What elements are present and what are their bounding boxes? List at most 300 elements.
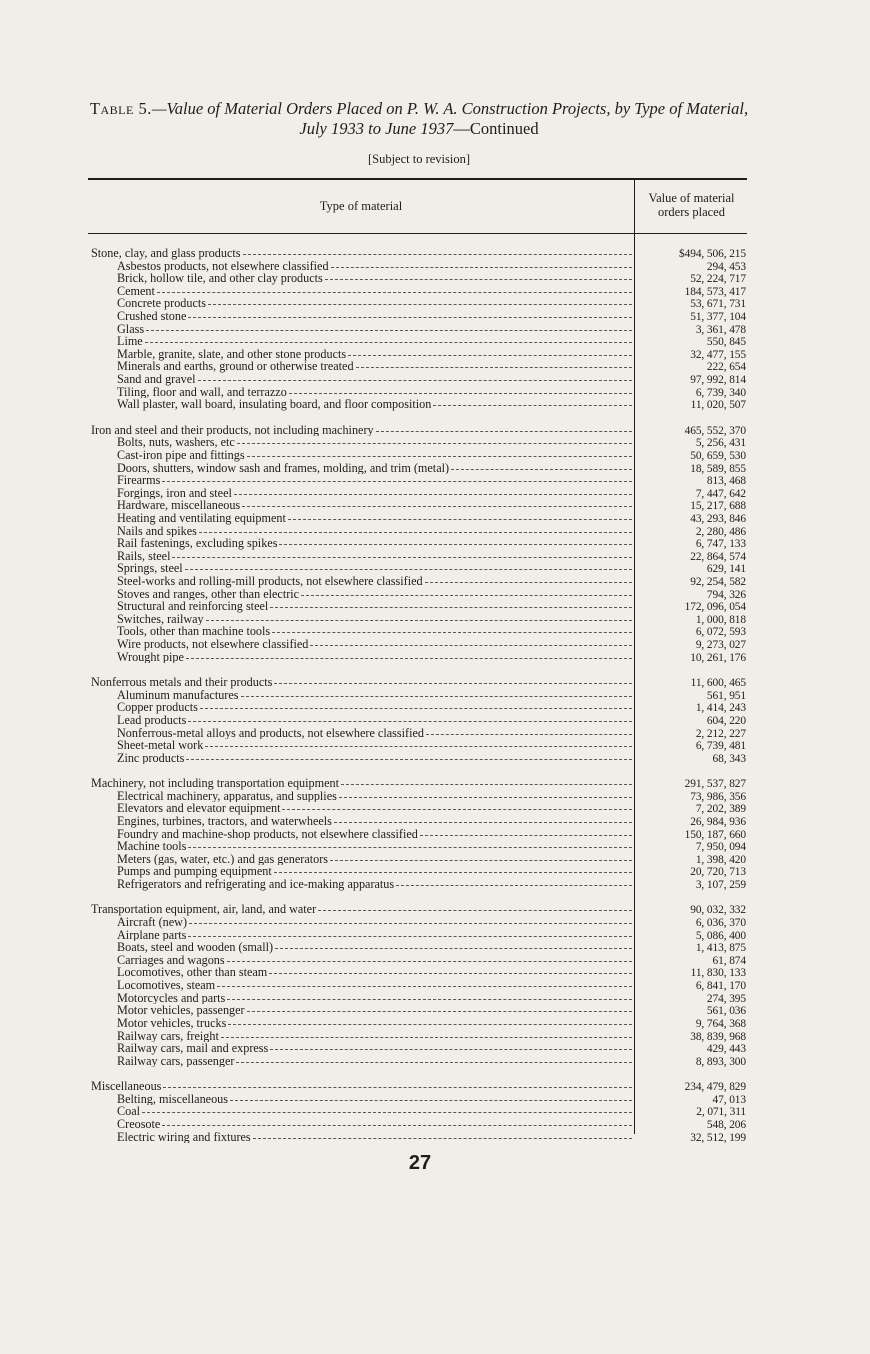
dot-leader: [282, 809, 632, 810]
row-label-text: Glass: [117, 322, 145, 336]
row-label: [91, 550, 632, 563]
row-label: [91, 701, 632, 714]
title-dash-continued: —: [453, 119, 470, 138]
row-label: [91, 512, 632, 525]
dot-leader: [330, 860, 632, 861]
item-row: [91, 815, 747, 828]
item-row: [91, 802, 747, 815]
dot-leader: [208, 304, 632, 305]
row-value: 47, 013: [712, 1093, 746, 1106]
row-value: 465, 552, 370: [684, 424, 746, 437]
item-row: [91, 727, 747, 740]
item-row: [91, 714, 747, 727]
row-value: 5, 256, 431: [695, 437, 746, 450]
row-label-text: Doors, shutters, window sash and frames, molding, and trim (metal): [117, 461, 450, 475]
dot-leader: [241, 696, 632, 697]
item-row: [91, 550, 747, 563]
row-label-text: Tiling, floor and wall, and terrazzo: [117, 385, 287, 399]
row-value: 1, 398, 420: [695, 853, 746, 866]
category-row: [91, 1080, 747, 1093]
item-row: [91, 651, 747, 664]
row-label: [91, 815, 632, 828]
row-label-text: Stoves and ranges, other than electric: [117, 587, 300, 601]
row-label: [91, 1042, 632, 1055]
row-value: 51, 377, 104: [690, 311, 746, 324]
row-value: 32, 477, 155: [690, 348, 746, 361]
item-row: [91, 790, 747, 803]
item-row: [91, 739, 747, 752]
dot-leader: [162, 1125, 632, 1126]
row-label-text: Belting, miscellaneous: [117, 1092, 229, 1106]
row-label: [91, 613, 632, 626]
row-value: 794, 326: [706, 588, 746, 601]
category-row: [91, 903, 747, 916]
row-label-text: Railway cars, mail and express: [117, 1042, 269, 1055]
row-value: 294, 453: [706, 260, 746, 273]
row-label: [91, 348, 632, 361]
dot-leader: [269, 973, 632, 974]
dot-leader: [146, 330, 632, 331]
item-row: [91, 1131, 747, 1144]
dot-leader: [275, 948, 632, 949]
row-label: [91, 714, 632, 727]
row-label: [91, 941, 632, 954]
row-value: 10, 261, 176: [690, 651, 746, 664]
dot-leader: [247, 456, 632, 457]
dot-leader: [356, 367, 632, 368]
item-row: [91, 689, 747, 702]
row-label-text: Refrigerators and refrigerating and ice-making apparatus: [117, 878, 395, 891]
row-label-text: Iron and steel and their products, not including machinery: [91, 423, 374, 437]
row-label: [91, 1055, 632, 1068]
row-label: [91, 651, 632, 664]
row-label: [91, 499, 632, 512]
category-row: [91, 424, 747, 437]
row-label: [91, 727, 632, 740]
row-value: 2, 280, 486: [695, 525, 746, 538]
dot-leader: [270, 607, 632, 608]
dot-leader: [279, 544, 632, 545]
row-value: 97, 992, 814: [690, 374, 746, 387]
row-label-text: Rails, steel: [117, 549, 171, 563]
row-label-text: Marble, granite, slate, and other stone products: [117, 347, 347, 361]
dot-leader: [189, 923, 632, 924]
row-label-text: Aircraft (new): [117, 916, 188, 929]
row-value: 5, 086, 400: [695, 929, 746, 942]
row-value: 26, 984, 936: [690, 815, 746, 828]
row-value: 1, 000, 818: [695, 613, 746, 626]
category-group: [91, 903, 747, 1067]
row-label-text: Cement: [117, 284, 155, 298]
row-label-text: Wire products, not elsewhere classified: [117, 638, 309, 651]
dot-leader: [162, 481, 632, 482]
row-label-text: Airplane parts: [117, 928, 187, 942]
dot-leader: [188, 317, 632, 318]
row-label-text: Nonferrous-metal alloys and products, not elsewhere classified: [117, 726, 424, 740]
row-label-text: Nonferrous metals and their products: [91, 676, 273, 689]
row-value: 7, 447, 642: [695, 487, 746, 500]
row-label-text: Aluminum manufactures: [117, 688, 239, 702]
row-label-text: Creosote: [117, 1117, 161, 1131]
row-label: [91, 966, 632, 979]
row-label-text: Nails and spikes: [117, 524, 197, 538]
item-row: [91, 979, 747, 992]
item-row: [91, 272, 747, 285]
item-row: [91, 310, 747, 323]
row-label-text: Coal: [117, 1105, 141, 1118]
row-value: 6, 739, 481: [695, 740, 746, 753]
row-label: [91, 588, 632, 601]
row-label: [91, 575, 632, 588]
dot-leader: [188, 847, 632, 848]
dot-leader: [325, 279, 632, 280]
row-label-text: Carriages and wagons: [117, 953, 225, 967]
category-group: [91, 424, 747, 664]
dot-leader: [237, 443, 632, 444]
row-value: 1, 414, 243: [695, 702, 746, 715]
dot-leader: [420, 835, 632, 836]
row-label: [91, 916, 632, 929]
dot-leader: [433, 405, 632, 406]
row-label-text: Transportation equipment, air, land, and water: [91, 903, 317, 917]
item-row: [91, 348, 747, 361]
row-label: [91, 828, 632, 841]
dot-leader: [425, 582, 632, 583]
row-value: 6, 072, 593: [695, 626, 746, 639]
row-label-text: Tools, other than machine tools: [117, 625, 271, 639]
dot-leader: [185, 569, 632, 570]
row-label: [91, 878, 632, 891]
row-label-text: Wrought pipe: [117, 650, 184, 664]
table-title-text: Value of Material Orders Placed on P. W. A. Construction Projects, by Type of Material, July 1933 to June 1937: [166, 99, 749, 138]
row-label-text: Cast-iron pipe and fittings: [117, 448, 245, 462]
row-label: [91, 802, 632, 815]
dot-leader: [205, 746, 632, 747]
row-label-text: Zinc products: [117, 751, 185, 765]
row-label-text: Electric wiring and fixtures: [117, 1130, 251, 1144]
item-row: [91, 525, 747, 538]
row-label: [91, 1080, 632, 1093]
item-row: [91, 285, 747, 298]
dot-leader: [230, 1100, 632, 1101]
row-label: [91, 1131, 632, 1144]
row-label: [91, 386, 632, 399]
row-value: 629, 141: [706, 563, 746, 576]
row-label-text: Forgings, iron and steel: [117, 486, 232, 500]
row-label: [91, 474, 632, 487]
item-row: [91, 613, 747, 626]
item-row: [91, 840, 747, 853]
row-label: [91, 436, 632, 449]
item-row: [91, 1004, 747, 1017]
row-label: [91, 487, 632, 500]
row-value: 53, 671, 731: [690, 298, 746, 311]
table-body: [91, 247, 747, 1156]
row-label-text: Switches, railway: [117, 612, 204, 626]
row-label-text: Lime: [117, 335, 143, 348]
row-label: [91, 285, 632, 298]
column-header-type: Type of material: [319, 199, 403, 213]
row-label: [91, 1017, 632, 1030]
dot-leader: [247, 1011, 632, 1012]
row-value: 274, 395: [706, 992, 746, 1005]
dot-leader: [310, 645, 632, 646]
item-row: [91, 436, 747, 449]
title-continued: Continued: [469, 119, 539, 138]
item-row: [91, 1105, 747, 1118]
row-label-text: Meters (gas, water, etc.) and gas generators: [117, 852, 329, 866]
row-value: 561, 036: [706, 1005, 746, 1018]
row-value: 20, 720, 713: [690, 866, 746, 879]
row-value: 3, 361, 478: [695, 323, 746, 336]
item-row: [91, 462, 747, 475]
row-label-text: Wall plaster, wall board, insulating board, and floor composition: [117, 398, 432, 411]
dot-leader: [318, 910, 632, 911]
row-label: [91, 449, 632, 462]
row-value: 9, 764, 368: [695, 1017, 746, 1030]
row-label: [91, 297, 632, 310]
row-label: [91, 929, 632, 942]
item-row: [91, 373, 747, 386]
item-row: [91, 701, 747, 714]
row-label: [91, 360, 632, 373]
row-value: 22, 864, 574: [690, 550, 746, 563]
row-label-text: Firearms: [117, 474, 161, 487]
row-value: 150, 187, 660: [684, 828, 746, 841]
row-label-text: Machinery, not including transportation equipment: [91, 777, 339, 790]
row-label-text: Foundry and machine-shop products, not elsewhere classified: [117, 827, 418, 841]
dot-leader: [188, 936, 632, 937]
row-value: 234, 479, 829: [684, 1081, 746, 1094]
category-row: [91, 676, 747, 689]
row-label: [91, 1004, 632, 1017]
item-row: [91, 335, 747, 348]
row-label-text: Elevators and elevator equipment: [117, 802, 281, 815]
dot-leader: [157, 292, 632, 293]
dot-leader: [270, 1049, 632, 1050]
category-row: [91, 247, 747, 260]
row-value: 68, 343: [712, 752, 746, 765]
row-value: 172, 096, 054: [684, 601, 746, 614]
dot-leader: [227, 961, 632, 962]
dot-leader: [198, 380, 632, 381]
dot-leader: [348, 355, 632, 356]
category-group: [91, 247, 747, 411]
dot-leader: [339, 797, 632, 798]
row-label-text: Motor vehicles, passenger: [117, 1004, 245, 1017]
item-row: [91, 992, 747, 1005]
dot-leader: [236, 1062, 632, 1063]
row-label: [91, 462, 632, 475]
row-label: [91, 865, 632, 878]
item-row: [91, 575, 747, 588]
table-subtitle: [Subject to revision]: [367, 152, 471, 166]
item-row: [91, 853, 747, 866]
row-label: [91, 1093, 632, 1106]
row-value: 6, 747, 133: [695, 538, 746, 551]
row-value: 1, 413, 875: [695, 942, 746, 955]
dot-leader: [221, 1037, 632, 1038]
row-label: [91, 260, 632, 273]
dot-leader: [331, 267, 632, 268]
row-value: 7, 202, 389: [695, 803, 746, 816]
row-value: 9, 273, 027: [695, 639, 746, 652]
row-value: 11, 600, 465: [690, 677, 746, 690]
dot-leader: [289, 393, 632, 394]
item-row: [91, 1017, 747, 1030]
row-label: [91, 247, 632, 260]
row-value: 50, 659, 530: [690, 449, 746, 462]
row-label: [91, 310, 632, 323]
row-value: 61, 874: [712, 954, 746, 967]
dot-leader: [172, 557, 632, 558]
row-label: [91, 537, 632, 550]
dot-leader: [376, 431, 632, 432]
dot-leader: [274, 683, 632, 684]
row-value: 38, 839, 968: [690, 1030, 746, 1043]
row-label: [91, 1105, 632, 1118]
row-label-text: Stone, clay, and glass products: [91, 247, 241, 260]
row-label-text: Brick, hollow tile, and other clay products: [117, 272, 323, 285]
dot-leader: [217, 986, 632, 987]
item-row: [91, 474, 747, 487]
row-value: 52, 224, 717: [690, 273, 746, 286]
dot-leader: [228, 1024, 632, 1025]
dot-leader: [145, 342, 632, 343]
row-label-text: Electrical machinery, apparatus, and supplies: [117, 789, 337, 803]
dot-leader: [426, 734, 632, 735]
row-label-text: Pumps and pumping equipment: [117, 865, 272, 879]
item-row: [91, 562, 747, 575]
row-value: 548, 206: [706, 1118, 746, 1131]
dot-leader: [234, 494, 632, 495]
row-value: 291, 537, 827: [684, 778, 746, 791]
category-group: [91, 777, 747, 890]
row-value: 15, 217, 688: [690, 500, 746, 513]
item-row: [91, 752, 747, 765]
dot-leader: [451, 469, 632, 470]
row-value: 604, 220: [706, 714, 746, 727]
row-label: [91, 790, 632, 803]
item-row: [91, 916, 747, 929]
row-label: [91, 335, 632, 348]
item-row: [91, 537, 747, 550]
dot-leader: [186, 759, 632, 760]
row-label-text: Hardware, miscellaneous: [117, 499, 241, 512]
row-label-text: Steel-works and rolling-mill products, not elsewhere classified: [117, 575, 423, 588]
item-row: [91, 260, 747, 273]
item-row: [91, 323, 747, 336]
row-label: [91, 1118, 632, 1131]
row-value: 813, 468: [706, 475, 746, 488]
row-value: $494, 506, 215: [679, 248, 746, 260]
row-value: 429, 443: [706, 1043, 746, 1056]
table-label: Table 5.: [89, 99, 152, 118]
category-group: [91, 676, 747, 764]
row-value: 18, 589, 855: [690, 462, 746, 475]
title-dash: —: [151, 99, 167, 118]
item-row: [91, 449, 747, 462]
dot-leader: [227, 999, 632, 1000]
dot-leader: [186, 658, 632, 659]
row-value: 43, 293, 846: [690, 512, 746, 525]
dot-leader: [334, 822, 632, 823]
column-header-value: Value of material orders placed: [648, 191, 735, 219]
dot-leader: [274, 872, 632, 873]
dot-leader: [341, 784, 632, 785]
row-value: 184, 573, 417: [684, 285, 746, 298]
row-label: [91, 954, 632, 967]
row-value: 550, 845: [706, 336, 746, 349]
row-value: 2, 071, 311: [696, 1106, 746, 1119]
row-value: 73, 986, 356: [690, 790, 746, 803]
dot-leader: [253, 1138, 632, 1139]
item-row: [91, 828, 747, 841]
row-label: [91, 752, 632, 765]
row-label-text: Asbestos products, not elsewhere classified: [117, 259, 329, 273]
item-row: [91, 638, 747, 651]
item-row: [91, 966, 747, 979]
row-value: 2, 212, 227: [695, 727, 746, 740]
table-top-rule: [88, 178, 747, 180]
dot-leader: [200, 708, 632, 709]
item-row: [91, 487, 747, 500]
row-label-text: Bolts, nuts, washers, etc: [117, 436, 235, 449]
row-value: 6, 841, 170: [695, 980, 746, 993]
row-value: 32, 512, 199: [690, 1131, 746, 1144]
row-value: 8, 893, 300: [695, 1055, 746, 1068]
item-row: [91, 941, 747, 954]
row-label: [91, 525, 632, 538]
row-value: 222, 654: [706, 361, 746, 374]
row-label-text: Crushed stone: [117, 310, 187, 323]
row-label: [91, 676, 632, 689]
item-row: [91, 297, 747, 310]
row-label-text: Motor vehicles, trucks: [117, 1016, 227, 1030]
row-label: [91, 373, 632, 386]
row-label: [91, 853, 632, 866]
row-label: [91, 840, 632, 853]
item-row: [91, 1030, 747, 1043]
row-label-text: Motorcycles and parts: [117, 991, 226, 1005]
row-label-text: Engines, turbines, tractors, and waterwheels: [117, 814, 332, 828]
row-label-text: Railway cars, passenger: [117, 1054, 235, 1068]
row-label-text: Miscellaneous: [91, 1080, 162, 1093]
row-label-text: Copper products: [117, 701, 198, 714]
table-title: [88, 99, 750, 139]
item-row: [91, 499, 747, 512]
row-value: 90, 032, 332: [690, 904, 746, 917]
item-row: [91, 386, 747, 399]
category-row: [91, 777, 747, 790]
item-row: [91, 512, 747, 525]
dot-leader: [188, 721, 632, 722]
row-label: [91, 739, 632, 752]
item-row: [91, 1093, 747, 1106]
row-label: [91, 600, 632, 613]
dot-leader: [163, 1087, 632, 1088]
row-label: [91, 777, 632, 790]
row-label: [91, 903, 632, 916]
item-row: [91, 865, 747, 878]
row-label: [91, 638, 632, 651]
item-row: [91, 1055, 747, 1068]
item-row: [91, 1042, 747, 1055]
row-label-text: Locomotives, steam: [117, 979, 216, 992]
row-value: 3, 107, 259: [695, 879, 746, 892]
item-row: [91, 588, 747, 601]
item-row: [91, 360, 747, 373]
